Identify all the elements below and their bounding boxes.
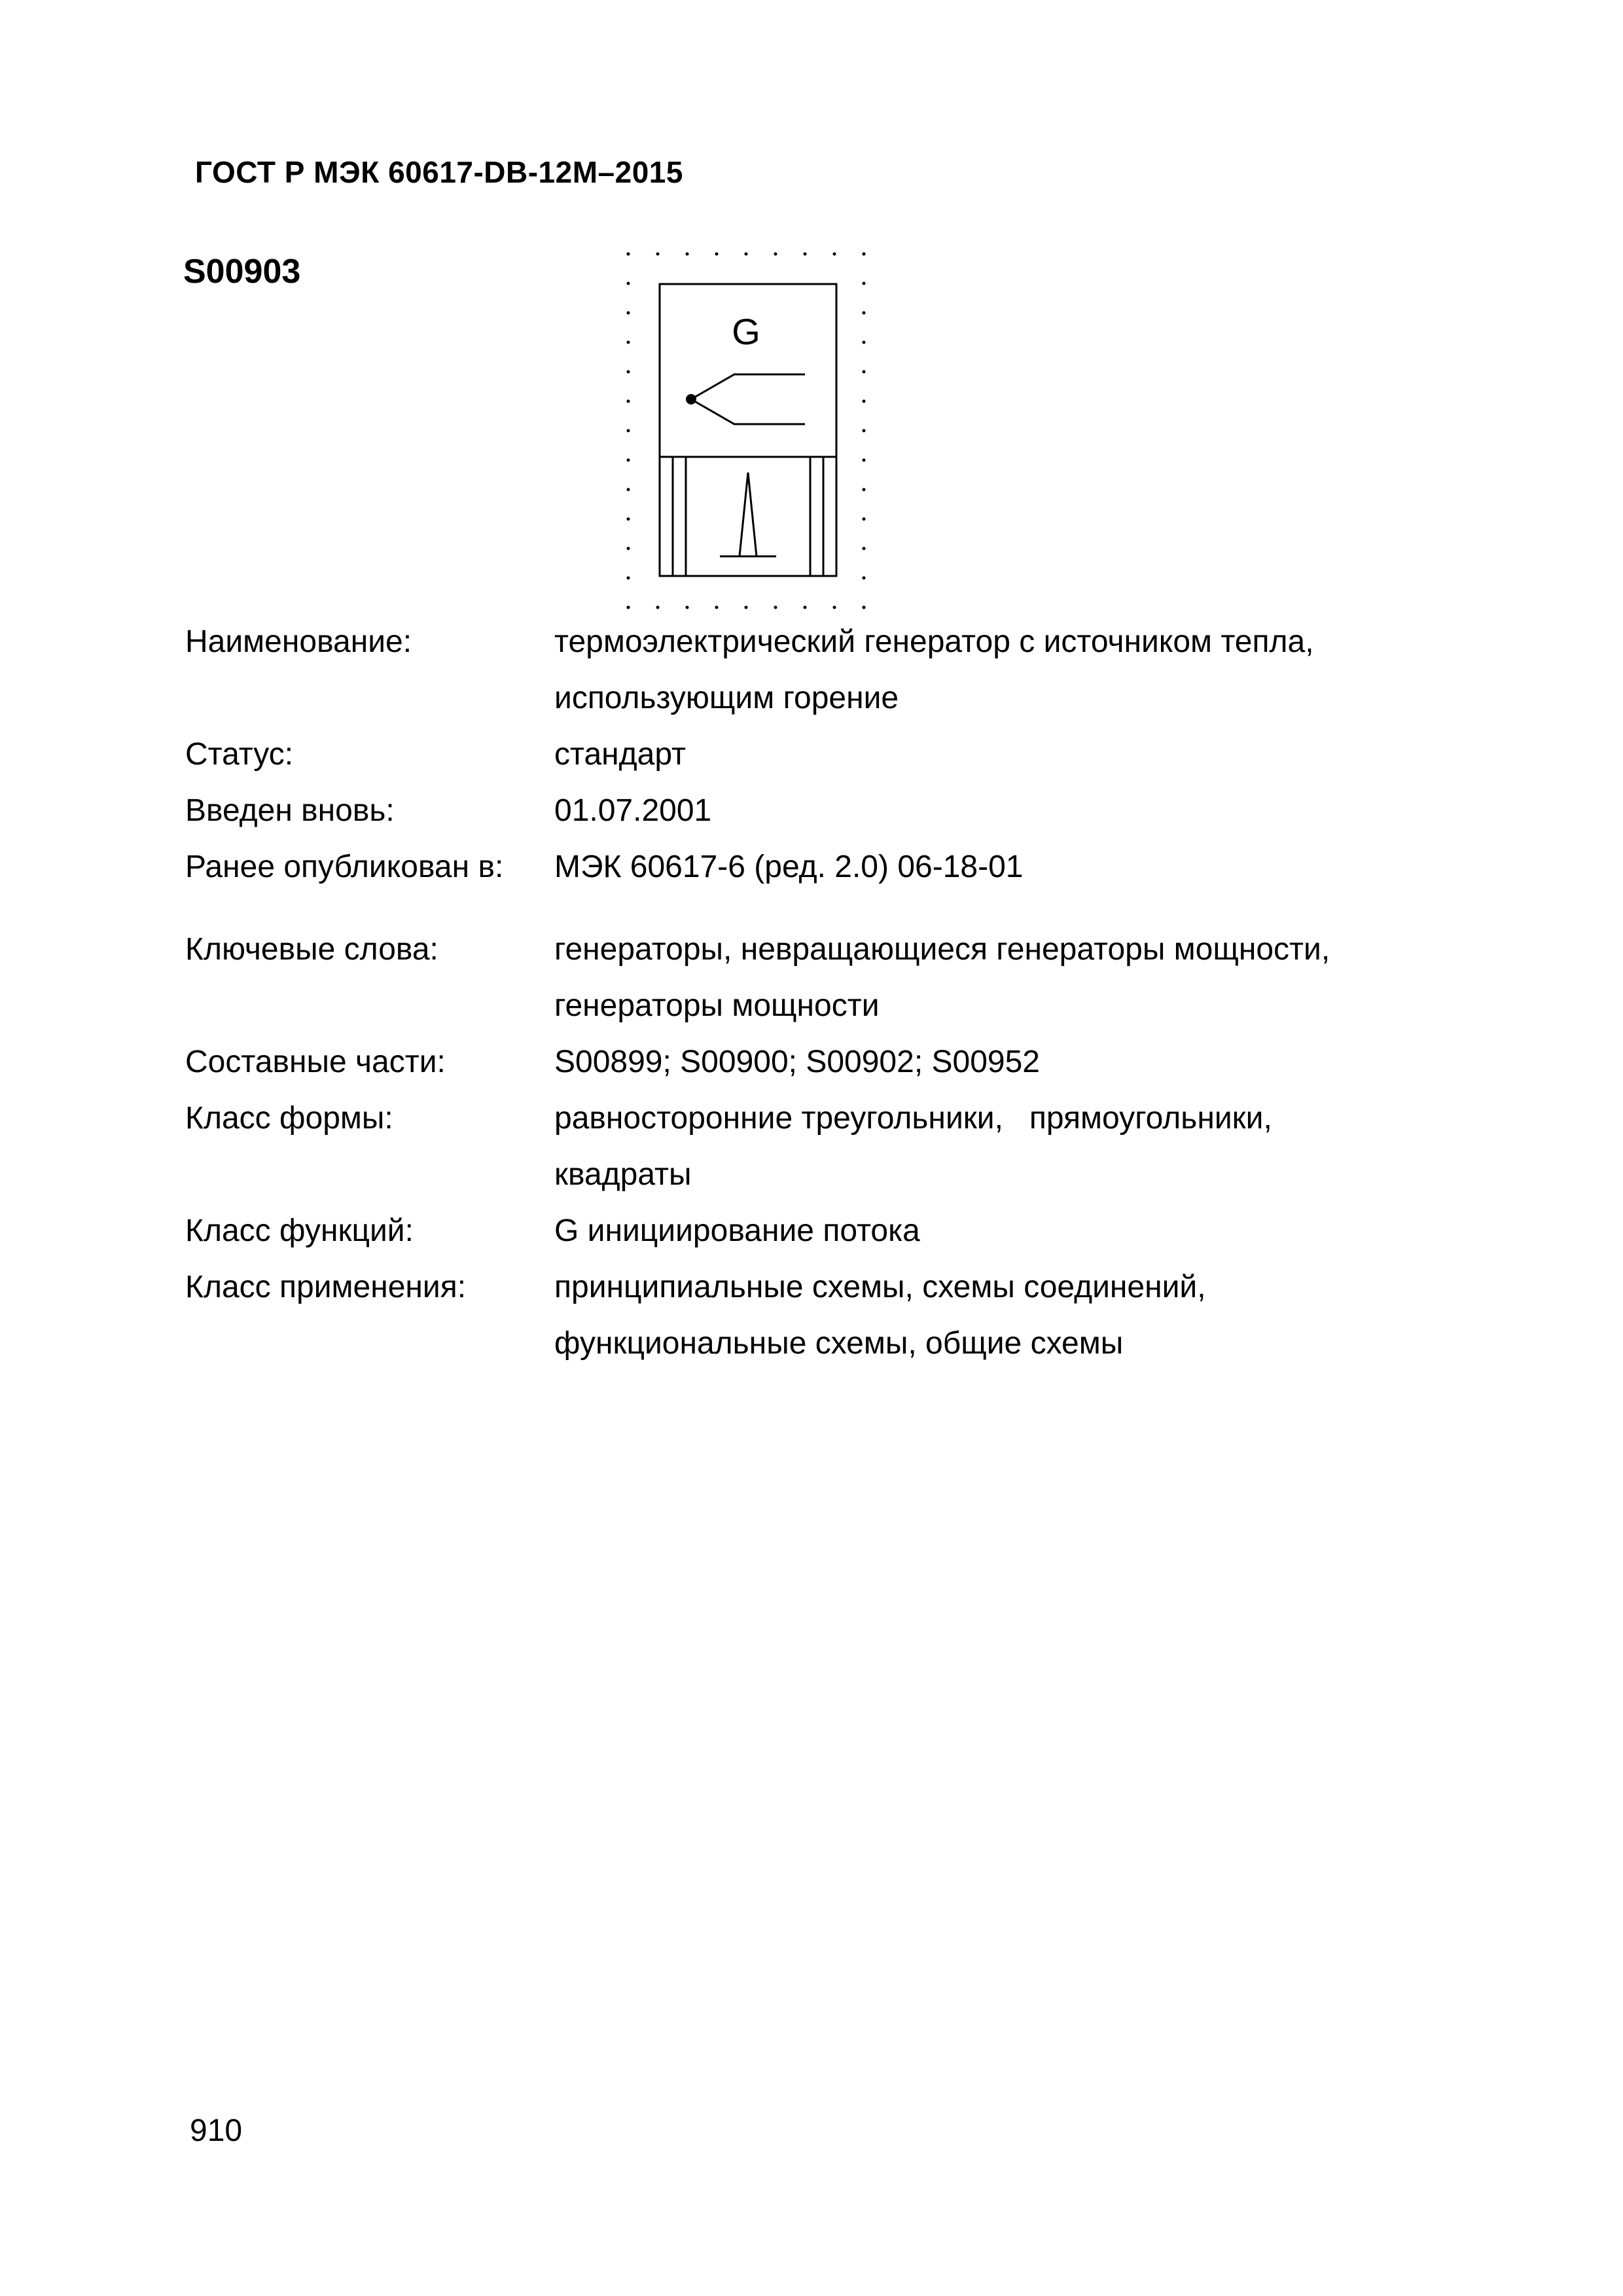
property-value-line: генераторы мощности: [554, 988, 880, 1023]
grid-dot: [715, 606, 719, 609]
grid-dot: [627, 518, 630, 521]
property-value-line: функциональные схемы, общие схемы: [554, 1326, 1124, 1361]
property-value-line: S00899; S00900; S00902; S00952: [554, 1045, 1040, 1079]
property-row: [185, 614, 1494, 726]
document-header: ГОСТ Р МЭК 60617-DB-12M–2015: [195, 155, 683, 189]
property-row: [185, 726, 1494, 783]
grid-dot: [863, 429, 866, 433]
property-value: [554, 783, 1494, 839]
property-row: [185, 1034, 1494, 1090]
property-label: Наименование:: [185, 624, 412, 659]
property-value: [554, 614, 1494, 726]
grid-dot: [627, 253, 630, 256]
property-row: [185, 1203, 1494, 1259]
property-label: Составные части:: [185, 1045, 446, 1079]
grid-dot: [745, 606, 748, 609]
property-value-line: МЭК 60617-6 (ред. 2.0) 06-18-01: [554, 850, 1024, 884]
grid-dot: [745, 253, 748, 256]
property-value-line: использующим горение: [554, 681, 899, 715]
property-label: Ключевые слова:: [185, 932, 438, 967]
grid-dot: [627, 547, 630, 550]
property-label: Ранее опубликован в:: [185, 850, 504, 884]
property-value-line: генераторы, невращающиеся генераторы мощности,: [554, 932, 1330, 967]
grid-dot: [833, 253, 836, 256]
grid-dot: [863, 547, 866, 550]
property-label: Введен вновь:: [185, 793, 395, 828]
grid-dot: [863, 518, 866, 521]
grid-dot: [627, 606, 630, 609]
property-row: [185, 839, 1494, 895]
grid-dot: [627, 312, 630, 315]
grid-dot: [627, 370, 630, 374]
grid-dot: [863, 400, 866, 403]
grid-dot: [833, 606, 836, 609]
property-label: Класс функций:: [185, 1213, 414, 1248]
property-value-line: 01.07.2001: [554, 793, 712, 828]
grid-dot: [774, 253, 777, 256]
grid-dot: [863, 312, 866, 315]
property-row: [185, 1090, 1494, 1203]
grid-dot: [863, 488, 866, 492]
grid-dot: [627, 577, 630, 580]
page-number: 910: [190, 2113, 243, 2148]
property-row: [185, 783, 1494, 839]
grid-dot: [863, 282, 866, 285]
grid-dot: [627, 341, 630, 344]
property-value-line: стандарт: [554, 737, 686, 772]
grid-dot: [686, 253, 689, 256]
grid-dot: [656, 606, 660, 609]
property-label: Статус:: [185, 737, 294, 772]
property-row: [185, 1259, 1494, 1372]
grid-dot: [774, 606, 777, 609]
grid-dot: [863, 606, 866, 609]
symbol-properties: [185, 614, 1494, 1372]
grid-dot: [863, 370, 866, 374]
grid-dot: [627, 282, 630, 285]
grid-dot: [656, 253, 660, 256]
property-row: [185, 922, 1494, 1034]
grid-dot: [627, 459, 630, 462]
grid-dot: [627, 488, 630, 492]
property-value: [554, 1259, 1494, 1372]
property-label: Класс применения:: [185, 1270, 467, 1304]
property-value: [554, 1034, 1494, 1090]
property-value-line: равносторонние треугольники, прямоугольники,: [554, 1101, 1272, 1136]
symbol-figure: [622, 247, 877, 614]
property-label: Класс формы:: [185, 1101, 393, 1136]
property-value-line: термоэлектрический генератор с источником тепла,: [554, 624, 1314, 659]
grid-dot: [627, 400, 630, 403]
thermocouple-wires: [691, 374, 805, 424]
grid-dot: [863, 253, 866, 256]
flame-triangle: [740, 473, 757, 556]
property-value-line: принципиальные схемы, схемы соединений,: [554, 1270, 1206, 1304]
property-value: [554, 1090, 1494, 1203]
property-value: [554, 922, 1494, 1034]
grid-dot: [804, 253, 807, 256]
grid-dot: [715, 253, 719, 256]
grid-dot: [863, 459, 866, 462]
property-value: [554, 1203, 1494, 1259]
property-value-line: квадраты: [554, 1157, 692, 1192]
symbol-id: S00903: [183, 253, 301, 291]
property-value: [554, 839, 1494, 895]
grid-dot: [863, 341, 866, 344]
grid-dot: [627, 429, 630, 433]
property-value-line: G инициирование потока: [554, 1213, 920, 1248]
generator-letter: G: [732, 311, 760, 352]
property-value: [554, 726, 1494, 783]
grid-dot: [686, 606, 689, 609]
grid-dot: [863, 577, 866, 580]
grid-dot: [804, 606, 807, 609]
